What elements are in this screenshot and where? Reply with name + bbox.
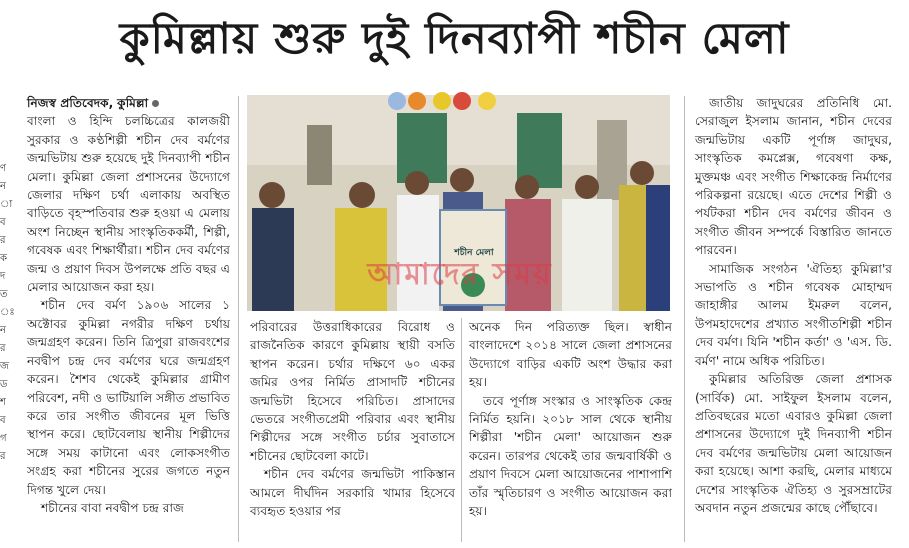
paragraph: তবে পূর্ণাঙ্গ সংস্কার ও সাংস্কৃতিক কেন্দ্র নির্মিত হয়নি। ২০১৮ সাল থেকে স্থানীয় শিল্পীরা 'শচীন মেলা' আয়োজন শুরু করেন। তারপর থেকেই তার জন্মবার্ষিকী ও প্রয়াণ দিবসে মেলা আয়োজনের পাশাপাশি তাঁর স্মৃতিচারণ ও সংগীত আয়োজন করা হয়।	[469, 393, 672, 519]
article-column-3	[469, 318, 672, 520]
column-divider	[684, 96, 685, 542]
watermark-logo: আমাদের সময়	[367, 257, 553, 292]
headline: কুমিল্লায় শুরু দুই দিনব্যাপী শচীন মেলা	[119, 14, 790, 64]
article-column-2	[250, 318, 455, 520]
paragraph: পরিবারের উত্তরাধিকারের বিরোধ ও রাজনৈতিক কারণে কুমিল্লায় স্থায়ী বসতি স্থাপন করেন। চর্থার দক্ষিণে ৬০ একর জমির ওপর নির্মিত প্রাসাদটি শচীনের জন্মভিটা হিসেবে পরিচিত। প্রাসাদের ভেতরে সংগীতপ্রেমী পরিবার এবং স্থানীয় শিল্পীদের সঙ্গে সংগীত চর্চার সুবাতাসে শচীনের ছোটবেলা কাটে।	[250, 320, 455, 463]
paragraph: অনেক দিন পরিত্যক্ত ছিল। স্বাধীন বাংলাদেশে ২০১৪ সালে জেলা প্রশাসনের উদ্যোগে বাড়ির একটি অংশ উদ্ধার করা হয়।	[469, 320, 672, 390]
adjacent-article-edge: ণ ন া ব র ক দ ত ঃ ন র জ ড শ ব গ র	[0, 163, 15, 462]
paragraph: শচীন দেব বর্মণের জন্মভিটা পাকিস্তান আমলে দীর্ঘদিন সরকারি খামার হিসেবে ব্যবহৃত হওয়ার পর	[250, 467, 455, 519]
byline	[27, 94, 230, 112]
byline-place: কুমিল্লা	[117, 96, 149, 110]
paragraph: জাতীয় জাদুঘরের প্রতিনিধি মো. সেরাজুল ইসলাম জানান, শচীন দেবের জন্মভিটায় একটি পূর্ণাঙ্গ জাদুঘর, সাংস্কৃতিক কমপ্লেক্স, গবেষণা কক্ষ, মুক্তমঞ্চ এবং সংগীত শিক্ষাকেন্দ্র নির্মাণের পরিকল্পনা রয়েছে। এতে দেশের শিল্পী ও পর্যটকরা শচীন দেব বর্মণের জীবন ও সংগীত জীবন সম্পর্কে বিস্তারিত জানতে পারবেন।	[695, 96, 892, 258]
bullet-dot-icon	[152, 100, 159, 107]
article-column-4	[695, 94, 892, 517]
column-divider	[238, 96, 239, 542]
banner-text: শচীন মেলা	[454, 248, 494, 258]
paragraph: বাংলা ও হিন্দি চলচ্চিত্রের কালজয়ী সুরকার ও কণ্ঠশিল্পী শচীন দেব বর্মণের জন্মভিটায় শুরু হয়েছে দুই দিনব্যাপী শচীন মেলা। কুমিল্লা জেলা প্রশাসনের উদ্যোগে জেলার দক্ষিণ চর্থা এলাকায় অবস্থিত বাড়িতে বৃহস্পতিবার শুরু হওয়া এ মেলায় অংশ নিচ্ছেন স্থানীয় সাংস্কৃতিককর্মী, শিল্পী, গবেষক এবং শিক্ষার্থীরা। শচীন দেব বর্মণের জন্ম ও প্রয়াণ দিবস উপলক্ষে প্রতি বছর এ মেলার আয়োজন করা হয়।	[27, 114, 230, 295]
paragraph: শচীনের বাবা নবদ্বীপ চন্দ্র রাজ	[41, 500, 184, 515]
article-column-1	[27, 94, 230, 517]
paragraph: সামাজিক সংগঠন 'ঐতিহ্য কুমিল্লা'র সভাপতি ও শচীন গবেষক মোহাম্মদ জাহাঙ্গীর আলম ইমরুল বলেন, উপমহাদেশের প্রখ্যাত সংগীতশিল্পী শচীন দেব বর্মণ। যিনি 'শচীন কর্তা' ও 'এস. ডি. বর্মণ' নামে অধিক পরিচিত।	[695, 261, 892, 368]
byline-reporter: নিজস্ব প্রতিবেদক,	[27, 96, 114, 110]
paragraph: শচীন দেব বর্মণ ১৯০৬ সালের ১ অক্টোবর কুমিল্লা নগরীর দক্ষিণ চর্থায় জন্মগ্রহণ করেন। তিনি ত্রিপুরা রাজবংশের নবদ্বীপ চন্দ্র দেব বর্মণের ঘরে জন্মগ্রহণ করেন। শৈশব থেকেই কুমিল্লার গ্রামীণ পরিবেশ, নদী ও ভাটিয়ালি সঙ্গীত প্রভাবিত করে তার সংগীত জীবনের মূল ভিত্তি স্থাপন করে। ছোটবেলায় স্থানীয় শিল্পীদের সঙ্গে সময় কাটানো এবং লোকসংগীত সংগ্রহ করা শচীনের সুরের জগতে নতুন দিগন্ত খুলে দেয়।	[27, 298, 230, 497]
paragraph: কুমিল্লার অতিরিক্ত জেলা প্রশাসক (সার্বিক) মো. সাইফুল ইসলাম বলেন, প্রতিবছরের মতো এবারও কুমিল্লা জেলা প্রশাসনের উদ্যোগে দুই দিনব্যাপী শচীন দেব বর্মণের জন্মভিটায় মেলা আয়োজন করা হয়েছে। আশা করছি, মেলার মাধ্যমে দেশের সাংস্কৃতিক ঐতিহ্য ও সুরসম্রাটের অবদান নতুন প্রজন্মের কাছে পৌঁছাবে।	[695, 372, 892, 515]
column-divider	[461, 318, 462, 542]
